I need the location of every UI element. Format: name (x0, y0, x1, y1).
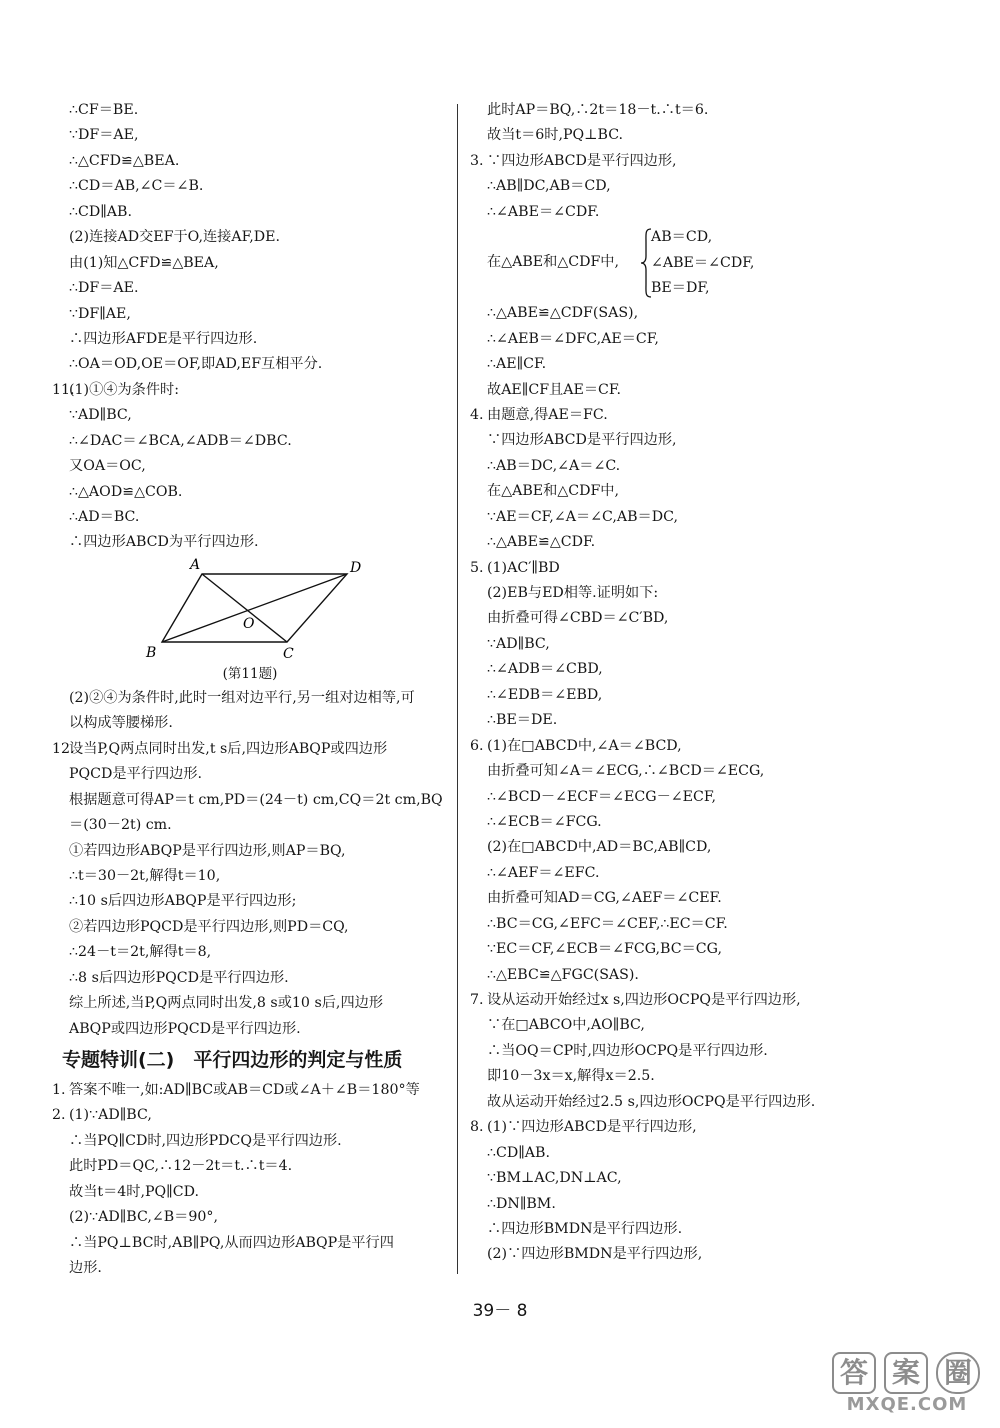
figure-caption: (第11题) (222, 665, 278, 682)
text-line: 以构成等腰梯形. (69, 715, 173, 732)
text-line: 由折叠可得∠CBD＝∠C′BD, (487, 610, 669, 627)
text-line: 故从运动开始经过2.5 s,四边形OCPQ是平行四边形. (487, 1093, 816, 1110)
watermark-char: 答 (832, 1352, 876, 1394)
text-line: ∵EC＝CF,∠ECB＝∠FCG,BC＝CG, (487, 941, 722, 958)
text-line: ＝(30－2t) cm. (69, 817, 172, 834)
question-2 (52, 1103, 448, 1128)
watermark-char: 圈 (936, 1352, 980, 1394)
question-number: 6. (470, 737, 484, 754)
text-line: 即10－3x＝x,解得x＝2.5. (487, 1068, 655, 1085)
text-line: (2)②④为条件时,此时一组对边平行,另一组对边相等,可 (69, 689, 415, 706)
text-line: 根据题意可得AP＝t cm,PD＝(24－t) cm,CQ＝2t cm,BQ (69, 791, 443, 808)
text-line: 故当t＝4时,PQ∥CD. (69, 1183, 199, 1200)
brace-condition-list (651, 225, 754, 301)
text-line: ∴AD＝BC. (69, 509, 140, 525)
text-line: (2)∵四边形BMDN是平行四边形, (487, 1246, 703, 1263)
text-line: ∴AB＝DC,∠A＝∠C. (487, 457, 621, 474)
problem-number: 12. (52, 740, 75, 757)
section-title: 专题特训(二) 平行四边形的判定与性质 (62, 1049, 403, 1071)
vertex-label-c: C (283, 645, 294, 660)
congruence-conditions (470, 225, 960, 301)
text-line: (2)EB与ED相等.证明如下: (487, 585, 659, 601)
text-line: ∴CD∥AB. (487, 1144, 550, 1161)
text-line: ∵四边形ABCD是平行四边形, (487, 432, 677, 449)
text-line: ∴10 s后四边形ABQP是平行四边形; (69, 893, 297, 910)
parallelogram-diagram (142, 556, 372, 660)
problem-12-heading (52, 737, 448, 762)
text-line: ∴OA＝OD,OE＝OF,即AD,EF互相平分. (69, 356, 323, 373)
text-line: 设从运动开始经过x s,四边形OCPQ是平行四边形, (487, 992, 801, 1008)
text-line: 在△ABE和△CDF中, (487, 254, 619, 271)
text-line: 答案不唯一,如:AD∥BC或AB＝CD或∠A＋∠B＝180°等 (69, 1082, 420, 1098)
text-line: 由题意,得AE＝FC. (487, 406, 608, 423)
text-line: ∴△CFD≌△BEA. (69, 152, 180, 169)
text-line: 由折叠可知AD＝CG,∠AEF＝∠CEF. (487, 890, 722, 907)
parallelogram-figure (52, 556, 448, 686)
text-line: ∵BM⊥AC,DN⊥AC, (487, 1170, 622, 1187)
text-line: ∴四边形AFDE是平行四边形. (69, 330, 258, 347)
text-line: ∵AD∥BC, (487, 635, 550, 652)
text-line: 又OA＝OC, (69, 458, 146, 475)
question-number: 8. (470, 1119, 484, 1136)
text-line: ∴t＝30－2t,解得t＝10, (69, 867, 221, 884)
text-line: 故当t＝6时,PQ⊥BC. (487, 127, 624, 144)
question-number: 3. (470, 152, 484, 169)
center-label-o: O (243, 615, 255, 632)
text-line: ∵四边形ABCD是平行四边形, (487, 152, 677, 169)
text-line: ∴BE＝DE. (487, 712, 558, 729)
text-line: ∴BC＝CG,∠EFC＝∠CEF,∴EC＝CF. (487, 915, 728, 932)
text-line: ①若四边形ABQP是平行四边形,则AP＝BQ, (69, 842, 346, 859)
text-line: ∴△EBC≌△FGC(SAS). (487, 966, 639, 983)
text-line: 此时PD＝QC,∴12－2t＝t.∴t＝4. (69, 1158, 293, 1175)
text-line: (1)∵AD∥BC, (69, 1107, 152, 1124)
text-line: ∴△ABE≌△CDF(SAS), (487, 305, 639, 322)
watermark-url: MXQE.COM (846, 1394, 968, 1415)
text-line: ∴当OQ＝CP时,四边形OCPQ是平行四边形. (487, 1042, 768, 1059)
text-line: ABQP或四边形PQCD是平行四边形. (69, 1020, 301, 1037)
text-line: (1)AC′∥BD (487, 559, 560, 576)
text-line: (2)在□ABCD中,AD＝BC,AB∥CD, (487, 839, 712, 856)
text-line: (1)在□ABCD中,∠A＝∠BCD, (487, 737, 682, 754)
text-line: ∴当PQ∥CD时,四边形PDCQ是平行四边形. (69, 1132, 342, 1149)
page-number: 39－ 8 (472, 1301, 528, 1321)
text-line: ∴四边形BMDN是平行四边形. (487, 1220, 683, 1237)
text-line: 此时AP＝BQ,∴2t＝18－t.∴t＝6. (487, 102, 709, 118)
text-line: 由(1)知△CFD≌△BEA, (69, 254, 219, 271)
question-1 (52, 1078, 448, 1103)
text-line: BE＝DF, (651, 279, 710, 296)
vertex-label-a: A (190, 556, 201, 573)
left-column (52, 98, 448, 1282)
text-line: ∴24－t＝2t,解得t＝8, (69, 944, 212, 961)
text-line: (2)连接AD交EF于O,连接AF,DE. (69, 229, 280, 246)
text-line: ∴∠ECB＝∠FCG. (487, 813, 602, 830)
problem-number: 11. (52, 381, 75, 398)
text-line: ∵在□ABCO中,AO∥BC, (487, 1017, 645, 1034)
text-line: (1)①④为条件时: (69, 381, 180, 398)
text-line: ∴AE∥CF. (487, 356, 547, 373)
question-3 (470, 149, 960, 174)
right-column (470, 98, 960, 1268)
problem-11-heading (52, 378, 448, 403)
text-line: ∴AB∥DC,AB＝CD, (487, 178, 611, 195)
text-line: 设当P,Q两点同时出发,t s后,四边形ABQP或四边形 (69, 740, 388, 757)
text-line: ∴DF＝AE. (69, 280, 139, 297)
text-line: ∴∠ABE＝∠CDF. (487, 203, 600, 220)
text-line: ∵AE＝CF,∠A＝∠C,AB＝DC, (487, 508, 678, 525)
text-line: ∴∠AEF＝∠EFC. (487, 864, 600, 881)
question-4 (470, 403, 960, 428)
question-8 (470, 1115, 960, 1140)
text-line: PQCD是平行四边形. (69, 766, 203, 783)
vertex-label-b: B (146, 644, 157, 660)
text-line: 在△ABE和△CDF中, (487, 483, 619, 500)
text-line: ∴∠DAC＝∠BCA,∠ADB＝∠DBC. (69, 432, 292, 449)
text-line: ∴∠AEB＝∠DFC,AE＝CF, (487, 330, 659, 347)
text-line: 故AE∥CF且AE＝CF. (487, 381, 622, 398)
text-line: ∴△AOD≌△COB. (69, 483, 183, 500)
question-6 (470, 734, 960, 759)
text-line: ∠ABE＝∠CDF, (651, 254, 755, 271)
diagonal-bd (162, 574, 347, 642)
question-5 (470, 556, 960, 581)
question-number: 1. (52, 1082, 66, 1098)
text-line: ∵DF∥AE, (69, 305, 131, 322)
text-line: ∴8 s后四边形PQCD是平行四边形. (69, 969, 289, 986)
text-line: ∴CD＝AB,∠C＝∠B. (69, 178, 204, 195)
question-number: 5. (470, 559, 484, 576)
text-line: ∴∠BCD－∠ECF＝∠ECG－∠ECF, (487, 788, 717, 805)
text-line: ∴当PQ⊥BC时,AB∥PQ,从而四边形ABQP是平行四 (69, 1234, 394, 1251)
text-line: ∴CD∥AB. (69, 203, 132, 220)
text-line: ∴DN∥BM. (487, 1195, 556, 1212)
question-number: 7. (470, 992, 484, 1008)
text-line: ∵DF＝AE, (69, 127, 139, 144)
vertex-label-d: D (350, 559, 362, 576)
text-line: ②若四边形PQCD是平行四边形,则PD＝CQ, (69, 918, 349, 935)
watermark-char: 案 (884, 1352, 928, 1394)
question-number: 2. (52, 1107, 66, 1124)
text-line: ∵AD∥BC, (69, 407, 132, 424)
text-line: AB＝CD, (651, 229, 713, 246)
text-line: (2)∵AD∥BC,∠B＝90°, (69, 1209, 219, 1226)
text-line: ∴∠EDB＝∠EBD, (487, 686, 603, 703)
text-line: 边形. (69, 1260, 102, 1277)
column-divider (457, 104, 458, 1274)
text-line: ∴四边形ABCD为平行四边形. (69, 534, 259, 551)
text-line: ∴CF＝BE. (69, 102, 139, 118)
text-line: (1)∵四边形ABCD是平行四边形, (487, 1119, 697, 1136)
text-line: ∴△ABE≌△CDF. (487, 534, 596, 551)
text-line: 由折叠可知∠A＝∠ECG,∴∠BCD＝∠ECG, (487, 763, 765, 780)
question-7 (470, 988, 960, 1013)
question-number: 4. (470, 406, 484, 423)
watermark-logo (828, 1352, 986, 1422)
text-line: ∴∠ADB＝∠CBD, (487, 661, 603, 678)
text-line: 综上所述,当P,Q两点同时出发,8 s或10 s后,四边形 (69, 995, 384, 1012)
